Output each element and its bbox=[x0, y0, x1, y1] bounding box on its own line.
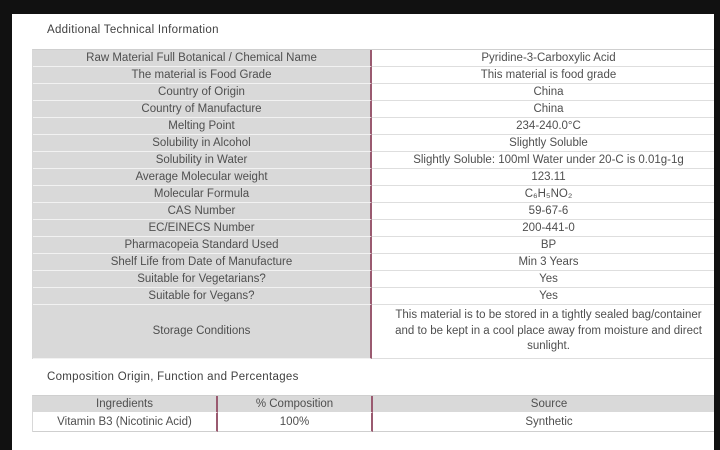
row-value-solubility-alcohol: Slightly Soluble bbox=[372, 135, 714, 152]
row-label-shelf-life: Shelf Life from Date of Manufacture bbox=[33, 254, 372, 271]
row-label-pharmacopeia-standard: Pharmacopeia Standard Used bbox=[33, 237, 372, 254]
section-title-additional-technical-information: Additional Technical Information bbox=[47, 24, 219, 36]
row-value-storage-conditions: This material is to be stored in a tightly sealed bag/container and to be kept in a cool place away from moisture and direct sunlight. bbox=[372, 305, 714, 359]
cell-source: Synthetic bbox=[373, 413, 714, 432]
row-value-suitable-vegans: Yes bbox=[372, 288, 714, 305]
table-row bbox=[33, 186, 714, 203]
row-label-ec-einecs-number: EC/EINECS Number bbox=[33, 220, 372, 237]
section-title-composition-origin: Composition Origin, Function and Percentages bbox=[47, 371, 299, 383]
table-row bbox=[33, 152, 714, 169]
table-row bbox=[33, 220, 714, 237]
table-row bbox=[33, 203, 714, 220]
table-row bbox=[33, 254, 714, 271]
table-row bbox=[33, 288, 714, 305]
cell-ingredient: Vitamin B3 (Nicotinic Acid) bbox=[33, 413, 218, 432]
column-header-composition: % Composition bbox=[218, 396, 373, 413]
row-label-suitable-vegans: Suitable for Vegans? bbox=[33, 288, 372, 305]
row-label-solubility-alcohol: Solubility in Alcohol bbox=[33, 135, 372, 152]
row-value-cas-number: 59-67-6 bbox=[372, 203, 714, 220]
table-row bbox=[33, 135, 714, 152]
table-row bbox=[33, 169, 714, 186]
row-label-botanical-chemical-name: Raw Material Full Botanical / Chemical Name bbox=[33, 50, 372, 67]
row-value-country-of-origin: China bbox=[372, 84, 714, 101]
row-label-country-of-manufacture: Country of Manufacture bbox=[33, 101, 372, 118]
row-label-suitable-vegetarians: Suitable for Vegetarians? bbox=[33, 271, 372, 288]
document-page bbox=[12, 14, 714, 450]
table-row bbox=[33, 84, 714, 101]
row-value-suitable-vegetarians: Yes bbox=[372, 271, 714, 288]
row-label-storage-conditions: Storage Conditions bbox=[33, 305, 372, 359]
row-label-cas-number: CAS Number bbox=[33, 203, 372, 220]
row-label-solubility-water: Solubility in Water bbox=[33, 152, 372, 169]
row-value-pharmacopeia-standard: BP bbox=[372, 237, 714, 254]
row-value-shelf-life: Min 3 Years bbox=[372, 254, 714, 271]
column-header-source: Source bbox=[373, 396, 714, 413]
table-row bbox=[33, 50, 714, 67]
cell-composition-percent: 100% bbox=[218, 413, 373, 432]
row-value-molecular-weight: 123.11 bbox=[372, 169, 714, 186]
row-value-country-of-manufacture: China bbox=[372, 101, 714, 118]
composition-table bbox=[32, 395, 714, 432]
technical-information-table bbox=[32, 49, 714, 359]
row-label-food-grade: The material is Food Grade bbox=[33, 67, 372, 84]
row-value-food-grade: This material is food grade bbox=[372, 67, 714, 84]
row-label-melting-point: Melting Point bbox=[33, 118, 372, 135]
row-value-ec-einecs-number: 200-441-0 bbox=[372, 220, 714, 237]
table-row bbox=[33, 237, 714, 254]
table-row bbox=[33, 67, 714, 84]
row-label-molecular-formula: Molecular Formula bbox=[33, 186, 372, 203]
row-value-botanical-chemical-name: Pyridine-3-Carboxylic Acid bbox=[372, 50, 714, 67]
row-label-molecular-weight: Average Molecular weight bbox=[33, 169, 372, 186]
table-row bbox=[33, 118, 714, 135]
table-row bbox=[33, 101, 714, 118]
composition-data-row bbox=[33, 413, 714, 432]
row-value-melting-point: 234-240.0°C bbox=[372, 118, 714, 135]
row-value-molecular-formula: C₆H₅NO₂ bbox=[372, 186, 714, 203]
table-row-storage-conditions bbox=[33, 305, 714, 359]
table-row bbox=[33, 271, 714, 288]
composition-header-row bbox=[33, 396, 714, 413]
column-header-ingredients: Ingredients bbox=[33, 396, 218, 413]
row-label-country-of-origin: Country of Origin bbox=[33, 84, 372, 101]
row-value-solubility-water: Slightly Soluble: 100ml Water under 20-C is 0.01g-1g bbox=[372, 152, 714, 169]
